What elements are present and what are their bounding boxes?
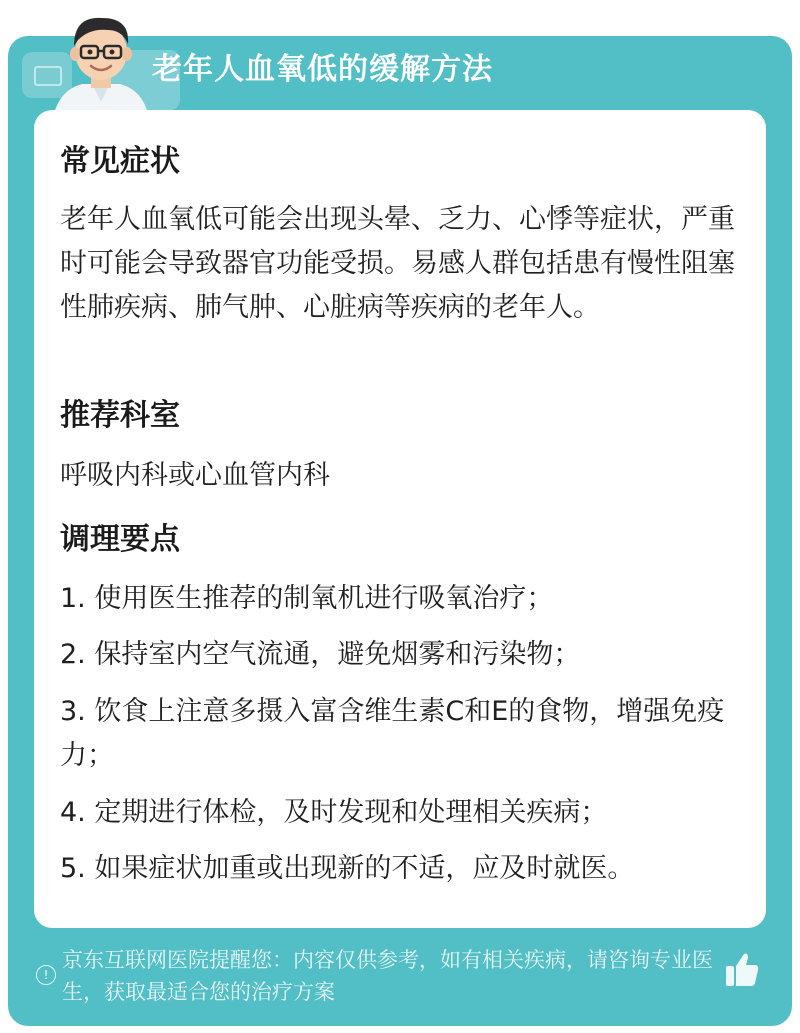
list-item: 2. 保持室内空气流通，避免烟雾和污染物； [60, 639, 581, 670]
doctor-avatar [46, 6, 156, 114]
list-item: 1. 使用医生推荐的制氧机进行吸氧治疗； [60, 583, 554, 614]
page-title: 老年人血氧低的缓解方法 [152, 52, 493, 87]
list-item: 3. 饮食上注意多摄入富含维生素C和E的食物，增强免疫力； [60, 696, 725, 771]
section-title-symptoms: 常见症状 [60, 144, 180, 179]
content-panel [34, 110, 766, 928]
footer-disclaimer: 京东互联网医院提醒您：内容仅供参考，如有相关疾病，请咨询专业医生，获取最适合您的治疗方案 [62, 948, 713, 1004]
info-icon: ! [36, 965, 56, 985]
list-item: 5. 如果症状加重或出现新的不适，应及时就医。 [60, 853, 635, 884]
list-item: 4. 定期进行体检，及时发现和处理相关疾病； [60, 797, 608, 828]
thumbs-up-icon[interactable] [724, 950, 760, 990]
department-text: 呼吸内科或心血管内科 [60, 460, 330, 491]
section-title-department: 推荐科室 [60, 398, 180, 433]
symptoms-text: 老年人血氧低可能会出现头晕、乏力、心悸等症状，严重时可能会导致器官功能受损。易感人群包括患有慢性阻塞性肺疾病、肺气肿、心脏病等疾病的老年人。 [60, 204, 735, 323]
section-title-care-points: 调理要点 [60, 522, 180, 557]
